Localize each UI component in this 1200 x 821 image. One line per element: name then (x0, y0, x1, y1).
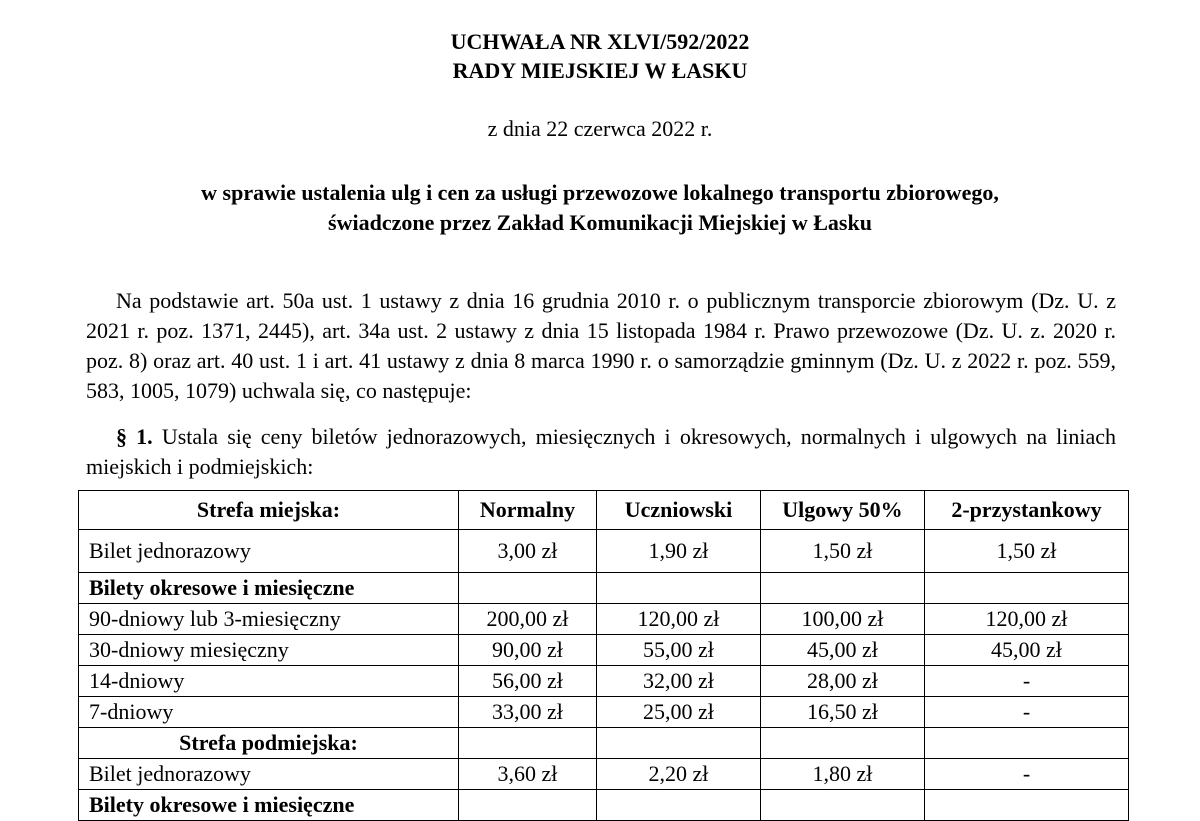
subject-line-1: w sprawie ustalenia ulg i cen za usługi przewozowe lokalnego transportu zbiorowego, (201, 180, 999, 205)
price-cell: 3,00 zł (459, 530, 597, 573)
price-cell (459, 728, 597, 759)
price-cell: 1,80 zł (761, 759, 925, 790)
price-cell: 1,90 zł (597, 530, 761, 573)
price-cell: - (925, 666, 1129, 697)
table-section-row (79, 573, 1129, 604)
table-row (79, 604, 1129, 635)
row-label: Bilet jednorazowy (79, 530, 459, 573)
subject-line-2: świadczone przez Zakład Komunikacji Miejskiej w Łasku (328, 210, 872, 235)
price-cell: 3,60 zł (459, 759, 597, 790)
table-row (79, 697, 1129, 728)
table-header-row (79, 491, 1129, 530)
council-name: RADY MIEJSKIEJ W ŁASKU (452, 58, 748, 83)
row-label: 7-dniowy (79, 697, 459, 728)
section-1-text: Ustala się ceny biletów jednorazowych, miesięcznych i okresowych, normalnych i ulgowych na liniach miejskich i podmiejskich: (86, 424, 1117, 479)
price-cell: 120,00 zł (925, 604, 1129, 635)
price-cell (925, 728, 1129, 759)
section-label: Bilety okresowe i miesięczne (79, 790, 459, 821)
price-cell: 28,00 zł (761, 666, 925, 697)
price-cell (761, 790, 925, 821)
price-cell: 33,00 zł (459, 697, 597, 728)
row-label: 30-dniowy miesięczny (79, 635, 459, 666)
price-cell: 45,00 zł (761, 635, 925, 666)
price-cell: 2,20 zł (597, 759, 761, 790)
price-cell: 25,00 zł (597, 697, 761, 728)
price-cell: 120,00 zł (597, 604, 761, 635)
price-cell (597, 573, 761, 604)
header-reduced-50: Ulgowy 50% (761, 491, 925, 530)
header-normal: Normalny (459, 491, 597, 530)
price-cell: 16,50 zł (761, 697, 925, 728)
section-1-marker: § 1. (116, 424, 153, 449)
price-cell (761, 728, 925, 759)
resolution-date: z dnia 22 czerwca 2022 r. (487, 116, 713, 141)
legal-basis-paragraph: Na podstawie art. 50a ust. 1 ustawy z dnia 16 grudnia 2010 r. o publicznym transporcie zbiorowym (Dz. U. z 2021 r. poz. 1371, 2445), art. 34a ust. 2 ustawy z dnia 15 listopada 1984 r. Prawo przewozowe (Dz. U. z. 2020 r. poz. 8) oraz art. 40 ust. 1 i art. 41 ustawy z dnia 8 marca 1990 r. o samorządzie gminnym (Dz. U. z 2022 r. poz. 559, 583, 1005, 1079) uchwala się, co następuje: (86, 288, 1116, 403)
price-cell (597, 790, 761, 821)
price-cell: 45,00 zł (925, 635, 1129, 666)
ticket-price-table (78, 490, 1129, 821)
price-cell (925, 573, 1129, 604)
price-cell (459, 573, 597, 604)
price-cell: 200,00 zł (459, 604, 597, 635)
header-zone-city: Strefa miejska: (79, 491, 459, 530)
price-cell: - (925, 697, 1129, 728)
section-label: Bilety okresowe i miesięczne (79, 573, 459, 604)
price-cell: 32,00 zł (597, 666, 761, 697)
zone-suburban-label: Strefa podmiejska: (79, 728, 459, 759)
section-1-paragraph (86, 422, 1116, 482)
price-cell (925, 790, 1129, 821)
row-label: Bilet jednorazowy (79, 759, 459, 790)
resolution-title: UCHWAŁA NR XLVI/592/2022 (450, 29, 750, 54)
table-row (79, 759, 1129, 790)
price-cell (761, 573, 925, 604)
price-cell: 56,00 zł (459, 666, 597, 697)
table-row (79, 635, 1129, 666)
price-cell: 55,00 zł (597, 635, 761, 666)
header-2-stop: 2-przystankowy (925, 491, 1129, 530)
table-row (79, 666, 1129, 697)
table-section-row (79, 790, 1129, 821)
header-student: Uczniowski (597, 491, 761, 530)
price-cell: 1,50 zł (925, 530, 1129, 573)
price-cell: 90,00 zł (459, 635, 597, 666)
price-cell: - (925, 759, 1129, 790)
row-label: 90-dniowy lub 3-miesięczny (79, 604, 459, 635)
price-cell (597, 728, 761, 759)
table-row (79, 530, 1129, 573)
price-cell: 100,00 zł (761, 604, 925, 635)
price-cell (459, 790, 597, 821)
table-section-row (79, 728, 1129, 759)
row-label: 14-dniowy (79, 666, 459, 697)
price-cell: 1,50 zł (761, 530, 925, 573)
